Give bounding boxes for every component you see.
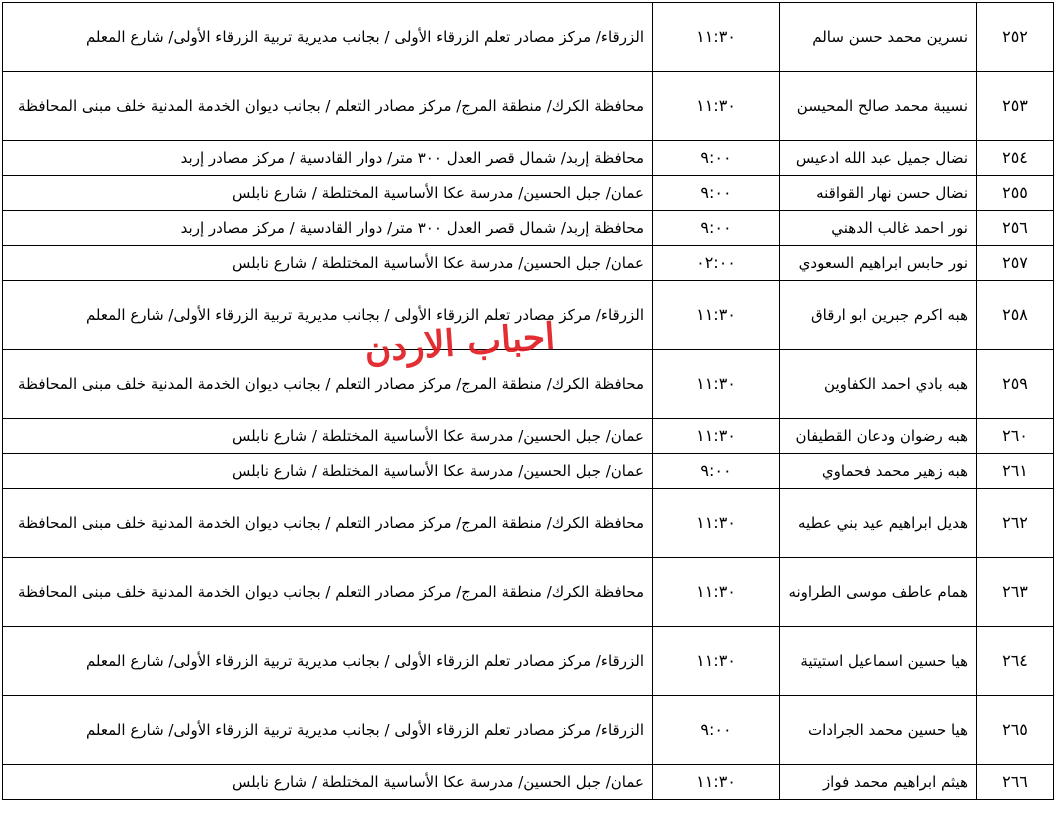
exam-time: ١١:٣٠ <box>653 627 780 696</box>
row-number: ٢٥٧ <box>977 246 1054 281</box>
schedule-table-body <box>3 3 1054 800</box>
exam-time: ١١:٣٠ <box>653 765 780 800</box>
candidate-name: نضال جميل عبد الله ادعيس <box>780 141 977 176</box>
exam-location: محافظة الكرك/ منطقة المرج/ مركز مصادر التعلم / بجانب ديوان الخدمة المدنية خلف مبنى المحافظة <box>3 489 653 558</box>
candidate-name: هديل ابراهيم عيد بني عطيه <box>780 489 977 558</box>
candidate-name: هيثم ابراهيم محمد فواز <box>780 765 977 800</box>
row-number: ٢٦٤ <box>977 627 1054 696</box>
exam-location: عمان/ جبل الحسين/ مدرسة عكا الأساسية المختلطة / شارع نابلس <box>3 419 653 454</box>
row-number: ٢٦٣ <box>977 558 1054 627</box>
exam-location: الزرقاء/ مركز مصادر تعلم الزرقاء الأولى / بجانب مديرية تربية الزرقاء الأولى/ شارع المعلم <box>3 627 653 696</box>
exam-time: ٩:٠٠ <box>653 141 780 176</box>
exam-time: ٩:٠٠ <box>653 176 780 211</box>
exam-location: الزرقاء/ مركز مصادر تعلم الزرقاء الأولى / بجانب مديرية تربية الزرقاء الأولى/ شارع المعلم <box>3 281 653 350</box>
candidate-name: نسرين محمد حسن سالم <box>780 3 977 72</box>
table-row <box>3 246 1054 281</box>
row-number: ٢٦٥ <box>977 696 1054 765</box>
exam-location: عمان/ جبل الحسين/ مدرسة عكا الأساسية المختلطة / شارع نابلس <box>3 454 653 489</box>
table-row <box>3 765 1054 800</box>
candidate-name: هيا حسين محمد الجرادات <box>780 696 977 765</box>
candidate-name: هبه رضوان ودعان القطيفان <box>780 419 977 454</box>
row-number: ٢٦٢ <box>977 489 1054 558</box>
exam-time: ١١:٣٠ <box>653 3 780 72</box>
candidate-name: هبه بادي احمد الكفاوين <box>780 350 977 419</box>
exam-time: ١١:٣٠ <box>653 489 780 558</box>
table-row <box>3 72 1054 141</box>
table-row <box>3 454 1054 489</box>
exam-location: محافظة إربد/ شمال قصر العدل ٣٠٠ متر/ دوار القادسية / مركز مصادر إربد <box>3 211 653 246</box>
schedule-table <box>2 2 1054 800</box>
table-row <box>3 141 1054 176</box>
candidate-name: هيا حسين اسماعيل استيتية <box>780 627 977 696</box>
exam-location: عمان/ جبل الحسين/ مدرسة عكا الأساسية المختلطة / شارع نابلس <box>3 246 653 281</box>
exam-time: ٩:٠٠ <box>653 454 780 489</box>
exam-location: محافظة الكرك/ منطقة المرج/ مركز مصادر التعلم / بجانب ديوان الخدمة المدنية خلف مبنى المحافظة <box>3 558 653 627</box>
exam-location: محافظة الكرك/ منطقة المرج/ مركز مصادر التعلم / بجانب ديوان الخدمة المدنية خلف مبنى المحافظة <box>3 72 653 141</box>
table-row <box>3 281 1054 350</box>
candidate-name: هبه اكرم جبرين ابو ارقاق <box>780 281 977 350</box>
row-number: ٢٦٦ <box>977 765 1054 800</box>
table-row <box>3 211 1054 246</box>
candidate-name: همام عاطف موسى الطراونه <box>780 558 977 627</box>
exam-location: الزرقاء/ مركز مصادر تعلم الزرقاء الأولى / بجانب مديرية تربية الزرقاء الأولى/ شارع المعلم <box>3 3 653 72</box>
table-row <box>3 627 1054 696</box>
exam-time: ٩:٠٠ <box>653 211 780 246</box>
exam-time: ١١:٣٠ <box>653 558 780 627</box>
exam-time: ١١:٣٠ <box>653 419 780 454</box>
exam-time: ٠٢:٠٠ <box>653 246 780 281</box>
table-row <box>3 489 1054 558</box>
row-number: ٢٥٩ <box>977 350 1054 419</box>
table-row <box>3 176 1054 211</box>
exam-location: محافظة الكرك/ منطقة المرج/ مركز مصادر التعلم / بجانب ديوان الخدمة المدنية خلف مبنى المحافظة <box>3 350 653 419</box>
candidate-name: هبه زهير محمد فحماوي <box>780 454 977 489</box>
candidate-name: نسيبة محمد صالح المحيسن <box>780 72 977 141</box>
table-row <box>3 3 1054 72</box>
table-row <box>3 558 1054 627</box>
exam-location: عمان/ جبل الحسين/ مدرسة عكا الأساسية المختلطة / شارع نابلس <box>3 765 653 800</box>
candidate-name: نور احمد غالب الدهني <box>780 211 977 246</box>
watermark-text: احباب الاردن <box>363 315 557 371</box>
row-number: ٢٥٨ <box>977 281 1054 350</box>
row-number: ٢٦٠ <box>977 419 1054 454</box>
table-row <box>3 350 1054 419</box>
exam-time: ١١:٣٠ <box>653 281 780 350</box>
table-row <box>3 419 1054 454</box>
candidate-name: نضال حسن نهار القواقنه <box>780 176 977 211</box>
row-number: ٢٥٣ <box>977 72 1054 141</box>
row-number: ٢٥٥ <box>977 176 1054 211</box>
exam-time: ١١:٣٠ <box>653 350 780 419</box>
row-number: ٢٥٢ <box>977 3 1054 72</box>
table-row <box>3 696 1054 765</box>
schedule-sheet <box>2 2 1054 800</box>
candidate-name: نور حابس ابراهيم السعودي <box>780 246 977 281</box>
exam-location: محافظة إربد/ شمال قصر العدل ٣٠٠ متر/ دوار القادسية / مركز مصادر إربد <box>3 141 653 176</box>
exam-time: ٩:٠٠ <box>653 696 780 765</box>
row-number: ٢٦١ <box>977 454 1054 489</box>
exam-time: ١١:٣٠ <box>653 72 780 141</box>
exam-location: الزرقاء/ مركز مصادر تعلم الزرقاء الأولى / بجانب مديرية تربية الزرقاء الأولى/ شارع المعلم <box>3 696 653 765</box>
row-number: ٢٥٦ <box>977 211 1054 246</box>
row-number: ٢٥٤ <box>977 141 1054 176</box>
exam-location: عمان/ جبل الحسين/ مدرسة عكا الأساسية المختلطة / شارع نابلس <box>3 176 653 211</box>
